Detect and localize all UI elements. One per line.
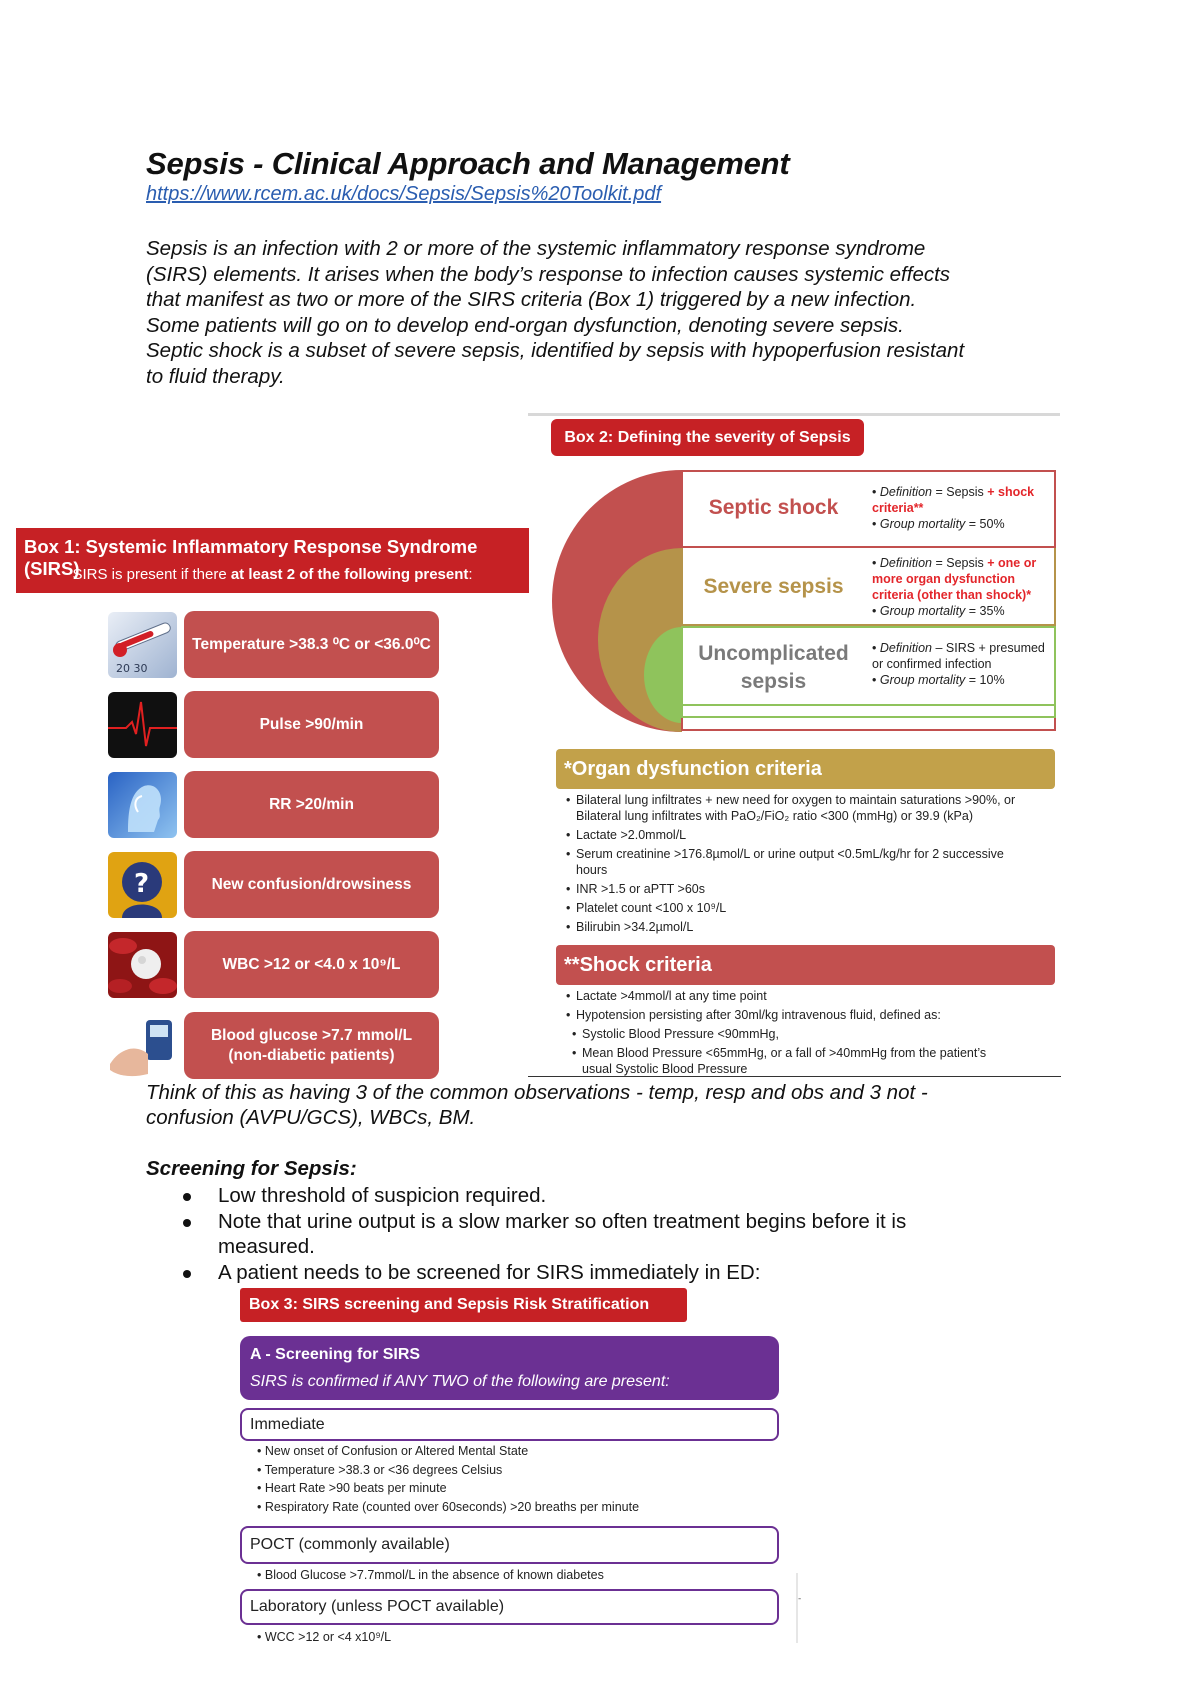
- think-paragraph: [146, 1080, 1086, 1130]
- sirs-criterion-pulse: Pulse >90/min: [184, 691, 439, 758]
- think-line: confusion (AVPU/GCS), WBCs, BM.: [146, 1106, 476, 1129]
- list-item: • Lactate >2.0mmol/L: [566, 828, 687, 842]
- screening-heading: Screening for Sepsis:: [146, 1157, 357, 1180]
- organ-dysfunction-heading: *Organ dysfunction criteria: [556, 749, 1055, 789]
- screening-for-sirs-header: [240, 1336, 779, 1400]
- svg-text:-: -: [798, 1594, 802, 1604]
- list-item: usual Systolic Blood Pressure: [582, 1062, 748, 1076]
- box2-title: Box 2: Defining the severity of Sepsis: [551, 419, 864, 456]
- list-item: • Temperature >38.3 or <36 degrees Celsius: [257, 1462, 503, 1477]
- screening-for-sirs-title: A - Screening for SIRS: [250, 1346, 421, 1363]
- list-item: • Hypotension persisting after 30ml/kg intravenous fluid, defined as:: [566, 1008, 941, 1022]
- box1-subtitle: SIRS is present if there at least 2 of the following present:: [72, 566, 473, 583]
- blood-cells-icon: [108, 932, 177, 998]
- list-item: • Respiratory Rate (counted over 60seconds) >20 breaths per minute: [257, 1499, 640, 1514]
- poct-section-label: POCT (commonly available): [240, 1526, 779, 1564]
- intro-line: that manifest as two or more of the SIRS criteria (Box 1) triggered by a new infection.: [146, 288, 917, 311]
- intro-line: Some patients will go on to develop end-organ dysfunction, denoting severe sepsis.: [146, 313, 904, 337]
- sirs-criterion-glucose: Blood glucose >7.7 mmol/L (non-diabetic patients): [184, 1012, 439, 1079]
- sirs-criterion-wbc: WBC >12 or <4.0 x 10⁹/L: [184, 931, 439, 998]
- sirs-criterion-temperature: Temperature >38.3 ⁰C or <36.0⁰C: [184, 611, 439, 678]
- list-item: • Lactate >4mmol/l at any time point: [566, 989, 767, 1003]
- poct-list: [257, 1566, 604, 1585]
- box2-bottom-divider: [528, 1076, 1061, 1077]
- severe-sepsis-label: Severe sepsis: [703, 575, 844, 598]
- list-item: Low threshold of suspicion required.: [176, 1183, 1036, 1209]
- toolkit-link[interactable]: https://www.rcem.ac.uk/docs/Sepsis/Sepsis%20Toolkit.pdf: [146, 183, 662, 205]
- uncomplicated-row-base: [681, 706, 1056, 718]
- list-item: • INR >1.5 or aPTT >60s: [566, 882, 705, 896]
- box3-title: Box 3: SIRS screening and Sepsis Risk Stratification: [240, 1288, 687, 1322]
- list-item: • Blood Glucose >7.7mmol/L in the absence of known diabetes: [257, 1568, 604, 1582]
- breathing-icon: [108, 772, 177, 838]
- laboratory-section-label: Laboratory (unless POCT available): [240, 1589, 779, 1625]
- screening-for-sirs-subtitle: SIRS is confirmed if ANY TWO of the following are present:: [250, 1373, 670, 1390]
- list-item: • Bilirubin >34.2µmol/L: [566, 920, 694, 934]
- list-item: Note that urine output is a slow marker so often treatment begins before it is measured.: [176, 1209, 978, 1260]
- immediate-section-label: Immediate: [240, 1408, 779, 1441]
- thermometer-icon: [108, 612, 177, 678]
- box1-title: Box 1: Systemic Inflammatory Response Syndrome (SIRS): [24, 536, 478, 579]
- uncomplicated-sepsis-definition: • Definition – SIRS + presumed or confirmed infection • Group mortality = 10%: [872, 641, 1045, 687]
- list-item: Bilateral lung infiltrates with PaO₂/FiO₂ ratio <300 (mmHg) or 39.9 (kPa): [576, 809, 974, 823]
- list-item: • Heart Rate >90 beats per minute: [257, 1481, 447, 1495]
- box2-top-divider: [528, 413, 1060, 416]
- list-item: • Mean Blood Pressure <65mmHg, or a fall of >40mmHg from the patient’s: [572, 1046, 987, 1060]
- shock-row-base: [681, 718, 1056, 731]
- list-item: • New onset of Confusion or Altered Mental State: [257, 1444, 529, 1458]
- list-item: • Systolic Blood Pressure <90mmHg,: [572, 1027, 779, 1041]
- laboratory-list: [257, 1628, 391, 1647]
- shock-criteria-heading: **Shock criteria: [556, 945, 1055, 985]
- svg-text:?: ?: [134, 869, 150, 899]
- shock-criteria-list: [566, 988, 986, 1077]
- septic-shock-label: Septic shock: [708, 496, 839, 519]
- list-item: A patient needs to be screened for SIRS immediately in ED:: [176, 1260, 1036, 1286]
- sirs-criterion-confusion: New confusion/drowsiness: [184, 851, 439, 918]
- intro-line: Sepsis is an infection with 2 or more of the systemic inflammatory response syndrome: [146, 237, 926, 260]
- think-line: Think of this as having 3 of the common observations - temp, resp and obs and 3 not -: [146, 1081, 928, 1104]
- ecg-icon: [108, 692, 177, 758]
- scroll-edge-marker: [796, 1573, 804, 1643]
- intro-paragraph: [146, 236, 1066, 389]
- uncomplicated-sepsis-label: Uncomplicated sepsis: [698, 642, 849, 693]
- organ-criteria-list: [566, 792, 1015, 935]
- intro-line: Septic shock is a subset of severe sepsis, identified by sepsis with hypoperfusion resistant: [146, 339, 965, 362]
- sirs-criterion-rr: RR >20/min: [184, 771, 439, 838]
- list-item: hours: [576, 863, 608, 877]
- intro-line: to fluid therapy.: [146, 364, 285, 388]
- list-item: • Platelet count <100 x 10⁹/L: [566, 901, 727, 915]
- box1-header: [16, 528, 529, 593]
- intro-line: (SIRS) elements. It arises when the body’s response to infection causes systemic effects: [146, 262, 951, 286]
- confusion-icon: [108, 852, 177, 918]
- screening-list: [176, 1183, 1036, 1285]
- list-item: • Serum creatinine >176.8µmol/L or urine output <0.5mL/kg/hr for 2 successive: [566, 847, 1004, 861]
- list-item: • WCC >12 or <4 x10⁹/L: [257, 1630, 392, 1644]
- septic-shock-definition: • Definition = Sepsis + shock criteria** • Group mortality = 50%: [872, 485, 1035, 531]
- glucometer-icon: [108, 1014, 177, 1080]
- page-title: Sepsis - Clinical Approach and Management: [146, 146, 790, 181]
- svg-text:20 30: 20 30: [116, 662, 148, 675]
- immediate-list: [257, 1442, 639, 1516]
- severe-sepsis-definition: • Definition = Sepsis + one or more organ dysfunction criteria (other than shock)* • Group mortality = 35%: [872, 556, 1037, 618]
- list-item: • Bilateral lung infiltrates + new need for oxygen to maintain saturations >90%, or: [566, 793, 1016, 807]
